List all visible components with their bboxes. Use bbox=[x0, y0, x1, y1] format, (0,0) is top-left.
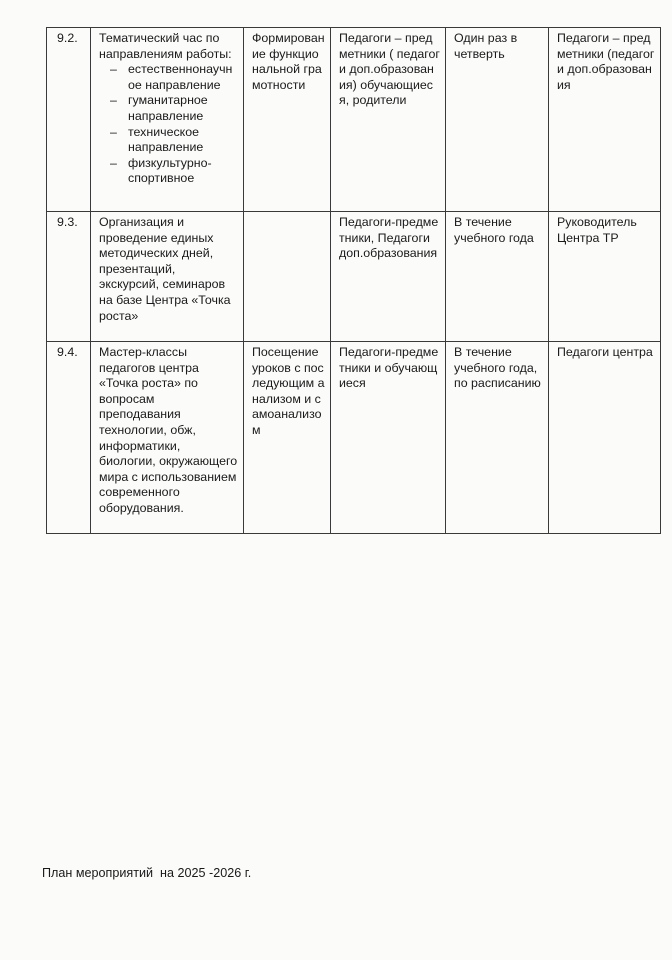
list-item: – гуманитарное направление bbox=[110, 93, 208, 123]
dash-bullet-icon: – bbox=[110, 62, 117, 77]
participants-cell: Педагоги – предметники ( педагоги доп.образования) обучающиеся, родители bbox=[331, 28, 446, 212]
row-number: 9.2. bbox=[47, 28, 91, 212]
form-cell: Посещение уроков с последующим анализом и самоанализом bbox=[244, 342, 331, 534]
row-number: 9.4. bbox=[47, 342, 91, 534]
event-title: Тематический час по направлениям работы: bbox=[99, 31, 232, 61]
plan-table bbox=[46, 27, 661, 534]
table-row bbox=[47, 28, 661, 212]
dash-bullet-icon: – bbox=[110, 155, 117, 170]
table-row bbox=[47, 212, 661, 342]
form-cell bbox=[244, 212, 331, 342]
table-row bbox=[47, 342, 661, 534]
dash-bullet-icon: – bbox=[110, 93, 117, 108]
plan-caption: План мероприятий на 2025 -2026 г. bbox=[42, 866, 252, 880]
timing-cell: В течение учебного года bbox=[446, 212, 549, 342]
timing-cell: Один раз в четверть bbox=[446, 28, 549, 212]
row-number: 9.3. bbox=[47, 212, 91, 342]
event-cell bbox=[91, 28, 244, 212]
responsible-cell: Руководитель Центра ТР bbox=[549, 212, 661, 342]
list-item: – физкультурно-спортивное bbox=[110, 155, 212, 186]
form-cell: Формирование функциональной грамотности bbox=[244, 28, 331, 212]
directions-list bbox=[99, 62, 238, 187]
participants-cell: Педагоги-предметники, Педагоги доп.образования bbox=[331, 212, 446, 342]
responsible-cell: Педагоги – предметники (педагоги доп.образования bbox=[549, 28, 661, 212]
list-item: – естественнонаучное направление bbox=[110, 62, 233, 92]
list-item: – техническое направление bbox=[110, 124, 204, 155]
event-cell: Мастер-классы педагогов центра «Точка роста» по вопросам преподавания технологии, обж, информатики, биологии, окружающего мира с использованием современного оборудования. bbox=[91, 342, 244, 534]
participants-cell: Педагоги-предметники и обучающиеся bbox=[331, 342, 446, 534]
event-cell: Организация и проведение единых методических дней, презентаций, экскурсий, семинаров на базе Центра «Точка роста» bbox=[91, 212, 244, 342]
dash-bullet-icon: – bbox=[110, 124, 117, 139]
timing-cell: В течение учебного года, по расписанию bbox=[446, 342, 549, 534]
responsible-cell: Педагоги центра bbox=[549, 342, 661, 534]
